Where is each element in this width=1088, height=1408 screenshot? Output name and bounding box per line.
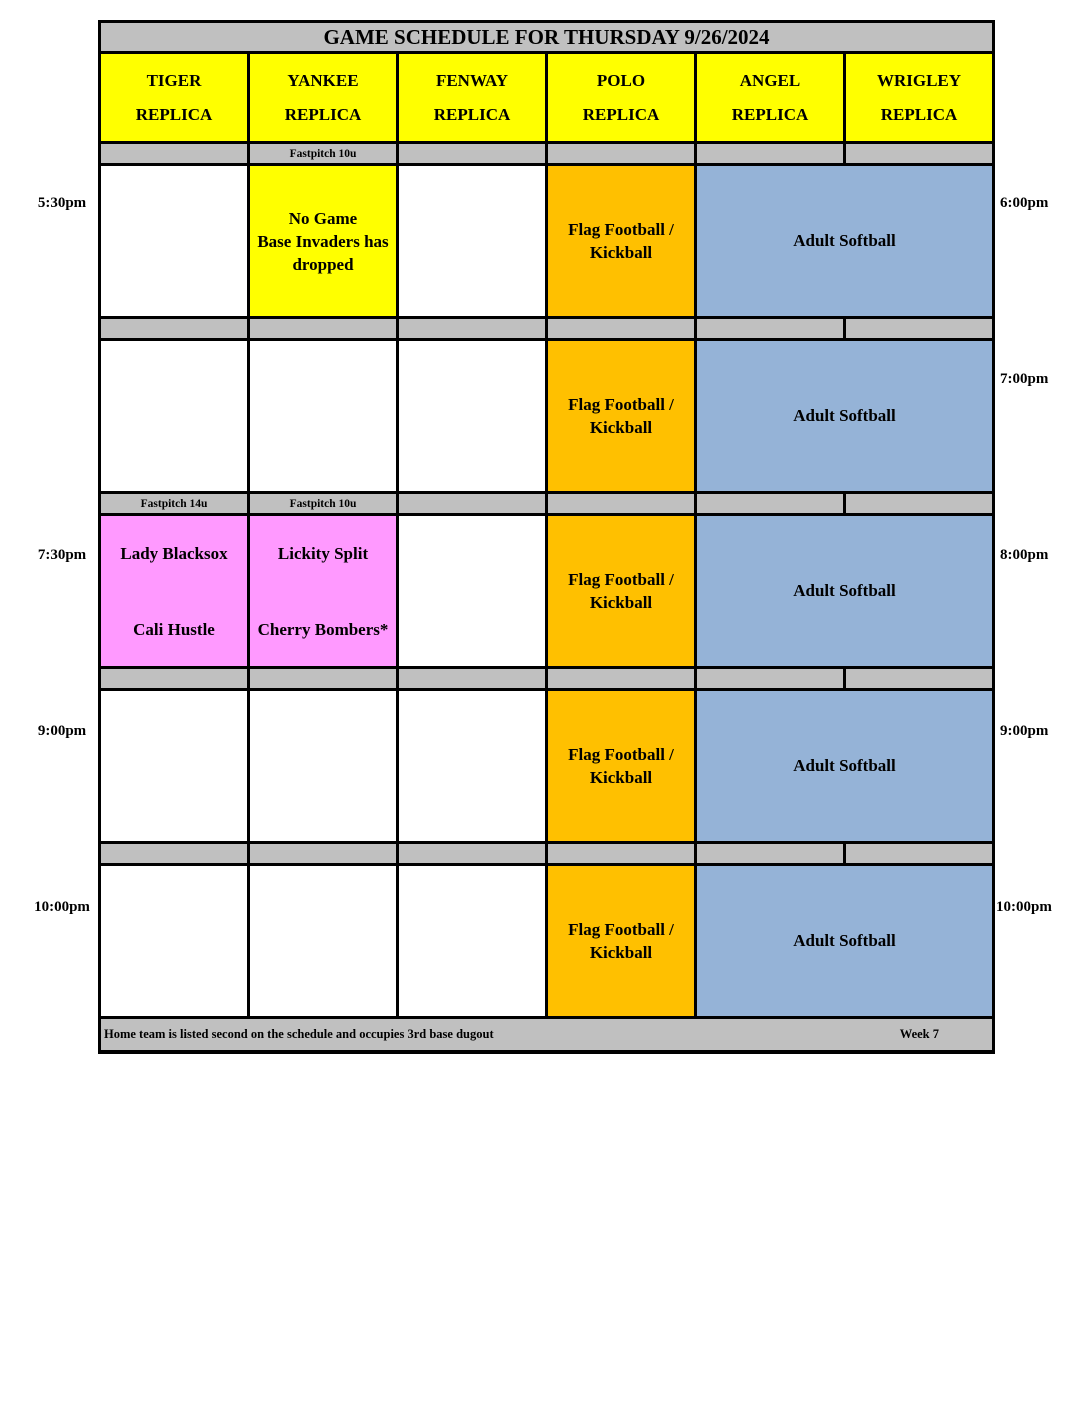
separator-cell: [399, 844, 548, 866]
field-sub: REPLICA: [284, 104, 362, 124]
separator-cell: [548, 494, 697, 516]
adult-softball-cell: Adult Softball: [697, 341, 992, 494]
cancel-line: dropped: [292, 254, 354, 274]
time-label-left: 10:00pm: [34, 899, 90, 915]
separator-cell: [846, 844, 992, 866]
separator-cell: [548, 844, 697, 866]
empty-slot: [399, 341, 548, 494]
field-name: WRIGLEY: [876, 70, 962, 90]
separator-cell: [846, 319, 992, 341]
separator-cell: [399, 669, 548, 691]
separator-cell: [399, 144, 548, 166]
field-sub: REPLICA: [880, 104, 958, 124]
division-label: Fastpitch 14u: [101, 494, 250, 516]
fastpitch-game-cell: [250, 516, 399, 669]
empty-slot: [250, 341, 399, 494]
kickball-line: Kickball: [589, 593, 653, 612]
away-team: Lady Blacksox: [120, 544, 228, 563]
time-label-right: 7:00pm: [1000, 371, 1049, 387]
separator-cell: [250, 319, 399, 341]
cancel-line: Base Invaders has: [257, 231, 389, 251]
empty-slot: [101, 866, 250, 1019]
empty-slot: [399, 166, 548, 319]
fastpitch-game-cell: [101, 516, 250, 669]
time-label-right: 9:00pm: [1000, 723, 1049, 739]
flag-football-line: Flag Football /: [568, 570, 674, 589]
empty-slot: [250, 691, 399, 844]
field-header-polo: [548, 54, 697, 144]
field-sub: REPLICA: [135, 104, 213, 124]
field-sub: REPLICA: [433, 104, 511, 124]
schedule-footer: [101, 1019, 992, 1050]
separator-cell: [101, 319, 250, 341]
kickball-line: Kickball: [589, 768, 653, 787]
empty-slot: [101, 691, 250, 844]
week-label: Week 7: [899, 1027, 939, 1041]
separator-cell: [697, 494, 846, 516]
separator-cell: [250, 844, 399, 866]
division-label: Fastpitch 10u: [250, 494, 399, 516]
empty-slot: [399, 866, 548, 1019]
time-label-left: 5:30pm: [37, 195, 87, 211]
field-header-yankee: [250, 54, 399, 144]
separator-cell: [548, 669, 697, 691]
field-sub: REPLICA: [582, 104, 660, 124]
adult-softball-cell: Adult Softball: [697, 691, 992, 844]
adult-softball-cell: Adult Softball: [697, 516, 992, 669]
adult-softball-cell: Adult Softball: [697, 166, 992, 319]
separator-cell: [101, 669, 250, 691]
separator-cell: [697, 669, 846, 691]
separator-cell: [101, 844, 250, 866]
field-header-angel: [697, 54, 846, 144]
division-label: Fastpitch 10u: [250, 144, 399, 166]
empty-slot: [250, 866, 399, 1019]
home-team: Cherry Bombers*: [257, 620, 389, 639]
separator-cell: [399, 319, 548, 341]
time-label-left: 9:00pm: [37, 723, 87, 739]
field-name: YANKEE: [287, 70, 359, 90]
cancelled-game-cell: [250, 166, 399, 319]
field-header-tiger: [101, 54, 250, 144]
separator-cell: [697, 844, 846, 866]
kickball-line: Kickball: [589, 943, 653, 962]
separator-cell: [101, 144, 250, 166]
footer-note: Home team is listed second on the schedule and occupies 3rd base dugout: [104, 1027, 494, 1041]
empty-slot: [399, 691, 548, 844]
empty-slot: [399, 516, 548, 669]
flag-football-line: Flag Football /: [568, 220, 674, 239]
field-name: TIGER: [146, 70, 202, 90]
empty-slot: [101, 341, 250, 494]
field-header-wrigley: [846, 54, 992, 144]
flag-football-cell: [548, 341, 697, 494]
field-sub: REPLICA: [731, 104, 809, 124]
schedule-title: GAME SCHEDULE FOR THURSDAY 9/26/2024: [101, 23, 992, 54]
field-name: ANGEL: [739, 70, 801, 90]
separator-cell: [697, 319, 846, 341]
separator-cell: [846, 669, 992, 691]
flag-football-cell: [548, 516, 697, 669]
cancel-line: No Game: [288, 208, 358, 228]
field-name: FENWAY: [435, 70, 509, 90]
field-header-fenway: [399, 54, 548, 144]
separator-cell: [697, 144, 846, 166]
flag-football-cell: [548, 691, 697, 844]
schedule-table: [98, 20, 995, 1054]
home-team: Cali Hustle: [133, 620, 215, 639]
time-label-right: 6:00pm: [1000, 195, 1049, 211]
separator-cell: [399, 494, 548, 516]
time-label-right: 8:00pm: [1000, 547, 1049, 563]
separator-cell: [250, 669, 399, 691]
separator-cell: [846, 144, 992, 166]
flag-football-line: Flag Football /: [568, 920, 674, 939]
time-label-left: 7:30pm: [37, 547, 87, 563]
separator-cell: [846, 494, 992, 516]
flag-football-cell: [548, 166, 697, 319]
flag-football-cell: [548, 866, 697, 1019]
empty-slot: [101, 166, 250, 319]
field-name: POLO: [596, 70, 646, 90]
kickball-line: Kickball: [589, 418, 653, 437]
kickball-line: Kickball: [589, 243, 653, 262]
separator-cell: [548, 144, 697, 166]
flag-football-line: Flag Football /: [568, 745, 674, 764]
time-label-right: 10:00pm: [996, 899, 1052, 915]
adult-softball-cell: Adult Softball: [697, 866, 992, 1019]
separator-cell: [548, 319, 697, 341]
away-team: Lickity Split: [277, 544, 369, 563]
flag-football-line: Flag Football /: [568, 395, 674, 414]
